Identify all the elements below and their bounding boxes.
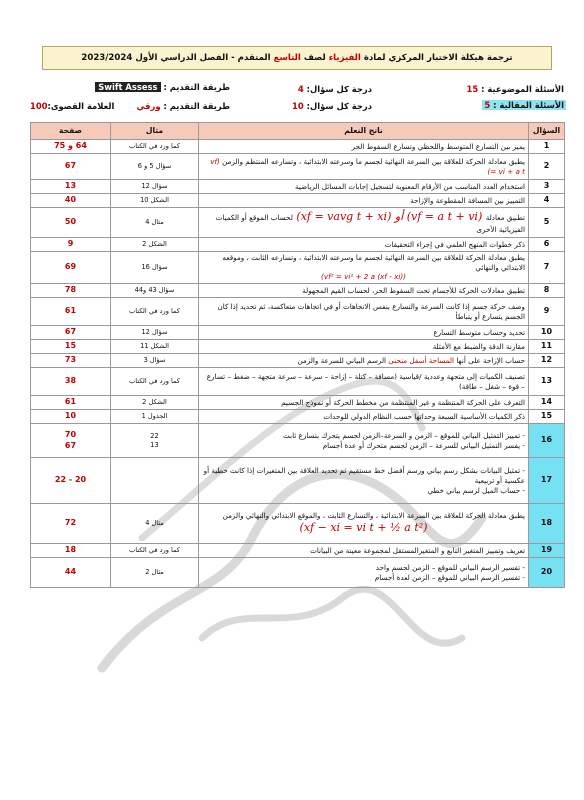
question-number: 1: [529, 140, 565, 154]
table-row: [31, 458, 565, 504]
table-row: [31, 208, 565, 238]
question-number: 13: [529, 368, 565, 396]
example-ref: الشكل 2: [111, 396, 199, 410]
question-number: 5: [529, 208, 565, 238]
page-ref: 78: [31, 284, 111, 298]
page-ref: 70 67: [31, 424, 111, 458]
example-ref: سؤال 5 و 6: [111, 154, 199, 180]
equation: (xf − xi = vi t + ½ a t²): [299, 521, 428, 535]
example-ref: 22 13: [111, 424, 199, 458]
outcome-text-continued: لحساب الموقع أو الكميات الفيزيائية الأخرى: [215, 213, 525, 235]
learning-outcome: [199, 544, 529, 558]
page-ref: 64 و 75: [31, 140, 111, 154]
example-ref: سؤال 16: [111, 252, 199, 284]
page-ref: 40: [31, 194, 111, 208]
question-number: 15: [529, 410, 565, 424]
page-ref: 9: [31, 238, 111, 252]
outcome-line: - حساب الميل لرسم بياني خطي: [427, 485, 525, 495]
header-example: مثال: [111, 123, 199, 140]
learning-outcome: [199, 208, 529, 238]
table-row: [31, 154, 565, 180]
exam-structure-table: [30, 122, 565, 588]
outcome-text: مقارنة الدقة والضبط مع الأمثلة: [432, 341, 525, 351]
page-ref: 72: [31, 504, 111, 544]
equation: (vf = a t + vi) أو (xf = vavg t + xi): [292, 210, 486, 224]
table-row: [31, 298, 565, 326]
objective-method: طريقة التقديم : Swift Assess: [95, 82, 230, 92]
outcome-text: يميز بين التسارع المتوسط واللحظي وتسارع السقوط الحر: [351, 141, 525, 151]
question-number: 14: [529, 396, 565, 410]
outcome-text: تصنيف الكميات إلى متجهة وعددية /قياسية (مسافة – كتلة – إزاحة – سرعة – سرعة متجهة – ضغط – تسارع – قوة – شغل – طاقة): [206, 371, 525, 391]
example-ref: كما ورد في الكتاب: [111, 298, 199, 326]
equation: (vf² = vi² + 2 a (xf - xi)): [321, 272, 406, 282]
table-row: [31, 180, 565, 194]
outcome-line: - تفسير الرسم البياني للموقع – الزمن لعدة أجسام: [374, 572, 525, 582]
table-row: [31, 354, 565, 368]
example-ref: مثال 4: [111, 504, 199, 544]
outcome-text: تطبيق معادلات الحركة للأجسام تحت السقوط الحر، لحساب القيم المجهولة: [302, 285, 525, 295]
example-ref: سؤال 3: [111, 354, 199, 368]
table-row: [31, 194, 565, 208]
outcome-line: - يفسر التمثيل البياني للسرعة – الزمن لجسم متحرك أو عدة أجسام: [322, 440, 525, 450]
table-row: [31, 410, 565, 424]
table-row: [31, 396, 565, 410]
question-number: 2: [529, 154, 565, 180]
table-row: [31, 252, 565, 284]
outcome-text: تحديد وحساب متوسط التسارع: [433, 327, 525, 337]
learning-outcome: [199, 424, 529, 458]
learning-outcome: [199, 340, 529, 354]
outcome-line: - تفسير الرسم البياني للموقع – الزمن لجسم واحد: [375, 562, 525, 572]
example-ref: سؤال 43 و44: [111, 284, 199, 298]
outcome-text: تعريف وتمييز المتغير التابع و المتغيرالمستقل لمجموعة معينة من البيانات: [310, 545, 525, 555]
question-number: 7: [529, 252, 565, 284]
outcome-text-continued: الرسم البياني للسرعة والزمن: [297, 355, 387, 365]
question-number: 18: [529, 504, 565, 544]
table-row: [31, 140, 565, 154]
example-ref: الجدول 1: [111, 410, 199, 424]
outcome-text: استخدام العدد المناسب من الأرقام المعنوية لتسجيل إجابات المسائل الرياضية: [295, 181, 525, 191]
outcome-text: تطبيق معادلة: [485, 213, 525, 223]
outcome-text: التمييز بين المسافة المقطوعة والإزاحة: [410, 195, 525, 205]
example-ref: سؤال 12: [111, 326, 199, 340]
header-page: صفحة: [31, 123, 111, 140]
essay-score: درجة كل سؤال: 10: [292, 101, 372, 111]
question-number: 19: [529, 544, 565, 558]
page-ref: 67: [31, 326, 111, 340]
equation: (vf = vi + a t): [210, 156, 525, 176]
example-ref: الشكل 11: [111, 340, 199, 354]
question-number: 3: [529, 180, 565, 194]
table-row: [31, 544, 565, 558]
question-number: 4: [529, 194, 565, 208]
learning-outcome: [199, 558, 529, 588]
table-row: [31, 326, 565, 340]
objective-score: درجة كل سؤال: 4: [297, 84, 372, 94]
learning-outcome: [199, 180, 529, 194]
question-number: 12: [529, 354, 565, 368]
example-ref: مثال 2: [111, 558, 199, 588]
page-ref: 44: [31, 558, 111, 588]
table-row: [31, 558, 565, 588]
question-number: 8: [529, 284, 565, 298]
example-ref: سؤال 12: [111, 180, 199, 194]
page-ref: 67: [31, 154, 111, 180]
page-ref: 15: [31, 340, 111, 354]
page-ref: 69: [31, 252, 111, 284]
learning-outcome: [199, 326, 529, 340]
page-title: ترجمة هيكلة الاختبار المركزي لمادة الفيزياء لصف التاسع المتقدم - الفصل الدراسي الأول 2023/2024: [42, 46, 552, 70]
example-ref: كما ورد في الكتاب: [111, 368, 199, 396]
example-ref: الشكل 10: [111, 194, 199, 208]
learning-outcome: [199, 458, 529, 504]
example-ref: الشكل 2: [111, 238, 199, 252]
example-ref: كما ورد في الكتاب: [111, 140, 199, 154]
outcome-text: وصف حركة جسم إذا كانت السرعة والتسارع بنفس الاتجاهات أو في اتجاهات متعاكسة، ثم تحديد إذا كان الجسم يتسارع أو يتباطأ: [217, 301, 525, 321]
learning-outcome: [199, 410, 529, 424]
page-ref: 20 - 22: [31, 458, 111, 504]
outcome-text: ذكر الكميات الأساسية السبعة وحداتها حسب النظام الدولي للوحدات: [323, 411, 525, 421]
page-ref: 61: [31, 298, 111, 326]
table-row: [31, 424, 565, 458]
learning-outcome: [199, 368, 529, 396]
table-header-row: [31, 123, 565, 140]
question-number: 11: [529, 340, 565, 354]
question-number: 6: [529, 238, 565, 252]
outcome-highlight: المساحة أسفل منحنى: [386, 355, 457, 365]
learning-outcome: [199, 238, 529, 252]
learning-outcome: [199, 252, 529, 284]
table-row: [31, 340, 565, 354]
outcome-text: يطبق معادلة الحركة للعلاقة بين السرعة الابتدائية ، والتسارع الثابت ، والموقع الابتدائي والنهائي والزمن: [222, 511, 525, 521]
learning-outcome: [199, 284, 529, 298]
page-ref: 38: [31, 368, 111, 396]
example-ref: [111, 458, 199, 504]
header-question: السؤال: [529, 123, 565, 140]
outcome-text: يطبق معادلة الحركة للعلاقة بين السرعة النهائية لجسم ما وسرعته الابتدائية ، وتسارعه المنتظم والزمن: [222, 156, 525, 166]
question-number: 9: [529, 298, 565, 326]
learning-outcome: [199, 298, 529, 326]
outcome-text: حساب الإزاحة على أنها: [456, 355, 525, 365]
question-number: 17: [529, 458, 565, 504]
outcome-line: - تمييز التمثيل البياني للموقع – الزمن و السرعة–الزمن لجسم يتحرك بتسارع ثابت: [283, 430, 525, 440]
learning-outcome: [199, 504, 529, 544]
learning-outcome: [199, 194, 529, 208]
table-row: [31, 504, 565, 544]
learning-outcome: [199, 154, 529, 180]
outcome-text: التعرف على الحركة المنتظمة و غير المنتظمة من مخطط الحركة أو نموذج الجسيم: [281, 397, 525, 407]
page-ref: 10: [31, 410, 111, 424]
learning-outcome: [199, 140, 529, 154]
outcome-line: - تمثيل البيانات بشكل رسم بياني ورسم أفضل خط مستقيم ثم تحديد العلاقة بين المتغيرات إذا كانت خطية أو عكسية أو تربيعية: [203, 466, 525, 485]
table-row: [31, 284, 565, 298]
objective-count: الأسئلة الموضوعية : 15: [466, 84, 564, 94]
page-ref: 61: [31, 396, 111, 410]
question-number: 16: [529, 424, 565, 458]
page-ref: 73: [31, 354, 111, 368]
header-outcome: ناتج التعلم: [199, 123, 529, 140]
outcome-text: يطبق معادلة الحركة للعلاقة بين السرعة النهائية لجسم ما وسرعته الابتدائية ، وتسارعه الثابت ، وموقعه الابتدائي والنهائي: [222, 253, 525, 272]
essay-method: طريقة التقديم : ورقي: [136, 101, 230, 111]
page-ref: 13: [31, 180, 111, 194]
example-ref: مثال 4: [111, 208, 199, 238]
essay-count: الأسئلة المقالية : 5: [484, 100, 564, 110]
table-row: [31, 238, 565, 252]
example-ref: كما ورد في الكتاب: [111, 544, 199, 558]
max-score: العلامة القصوى:100: [30, 101, 115, 111]
learning-outcome: [199, 354, 529, 368]
question-number: 10: [529, 326, 565, 340]
learning-outcome: [199, 396, 529, 410]
question-number: 20: [529, 558, 565, 588]
outcome-text: ذكر خطوات المنهج العلمي في إجراء التحقيقات: [384, 239, 525, 249]
table-row: [31, 368, 565, 396]
document-page: [22, 38, 570, 788]
page-ref: 50: [31, 208, 111, 238]
page-ref: 18: [31, 544, 111, 558]
